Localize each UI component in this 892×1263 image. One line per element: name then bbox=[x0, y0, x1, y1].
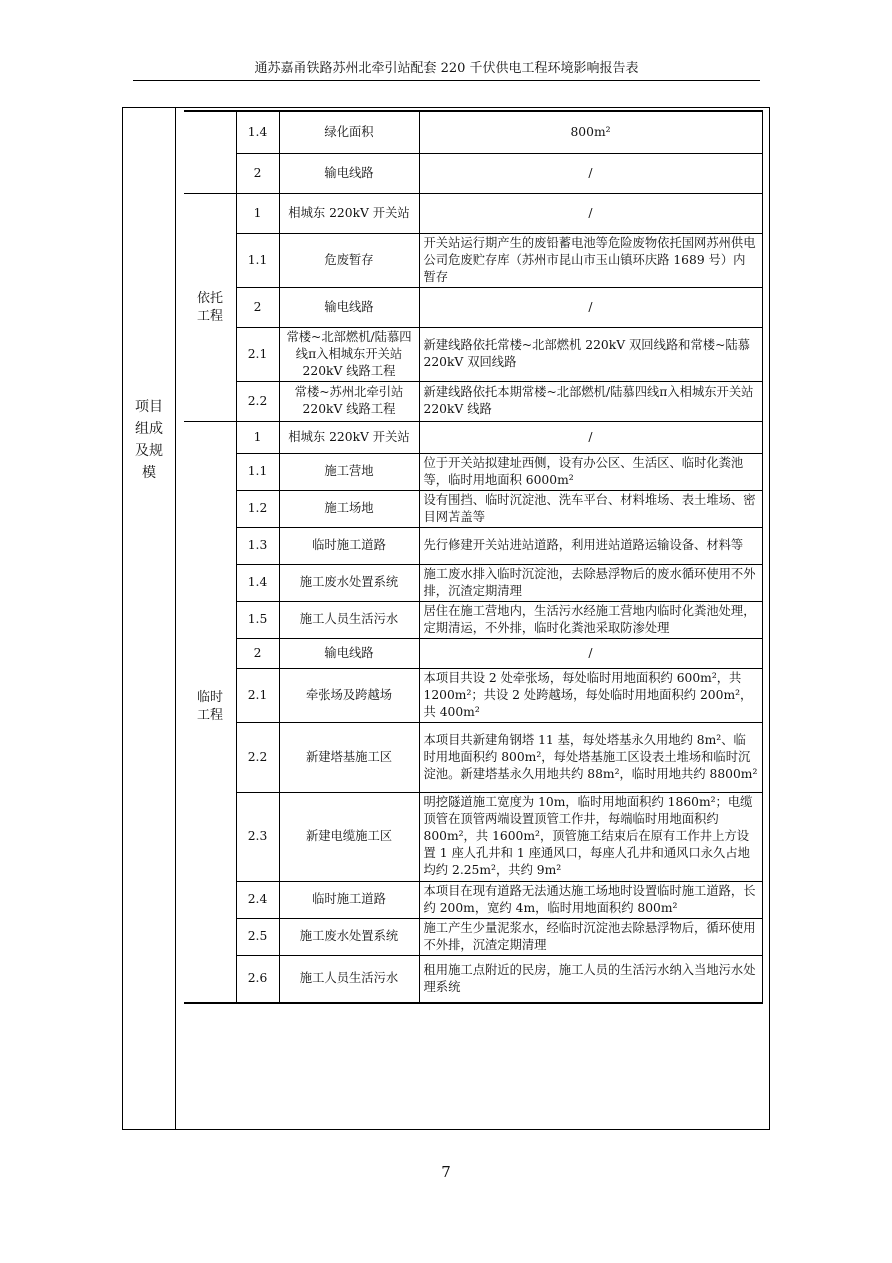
table-row bbox=[184, 601, 762, 638]
item-number: 1.5 bbox=[236, 601, 279, 638]
item-name: 新建塔基施工区 bbox=[279, 722, 419, 792]
item-number: 1.2 bbox=[236, 490, 279, 527]
group-cell bbox=[184, 490, 236, 527]
group-cell bbox=[184, 287, 236, 327]
item-name: 施工废水处置系统 bbox=[279, 564, 419, 601]
table-row bbox=[184, 668, 762, 722]
item-number: 2 bbox=[236, 153, 279, 193]
group-cell bbox=[184, 527, 236, 564]
item-name: 临时施工道路 bbox=[279, 881, 419, 918]
page-number: 7 bbox=[441, 1163, 451, 1181]
item-number: 1 bbox=[236, 193, 279, 233]
item-number: 1.4 bbox=[236, 564, 279, 601]
item-name: 相城东 220kV 开关站 bbox=[279, 193, 419, 233]
item-number: 1.1 bbox=[236, 233, 279, 287]
table-row bbox=[184, 287, 762, 327]
item-content: / bbox=[419, 153, 762, 193]
item-content: 租用施工点附近的民房，施工人员的生活污水纳入当地污水处理系统 bbox=[419, 955, 762, 1003]
item-content: 新建线路依托本期常楼~北部燃机/陆慕四线π入相城东开关站 220kV 线路 bbox=[419, 381, 762, 421]
item-content: 新建线路依托常楼~北部燃机 220kV 双回线路和常楼~陆慕 220kV 双回线路 bbox=[419, 327, 762, 381]
group-cell bbox=[184, 668, 236, 722]
table-row bbox=[184, 955, 762, 1003]
item-name: 施工人员生活污水 bbox=[279, 955, 419, 1003]
item-number: 2 bbox=[236, 638, 279, 668]
group-label-yituo: 依托工程 bbox=[196, 291, 223, 324]
item-number: 2.1 bbox=[236, 327, 279, 381]
group-cell bbox=[184, 193, 236, 233]
group-cell bbox=[184, 792, 236, 881]
section-label: 项目组成及规模 bbox=[135, 399, 163, 481]
group-cell bbox=[184, 638, 236, 668]
table-row bbox=[184, 193, 762, 233]
item-number: 2.3 bbox=[236, 792, 279, 881]
item-content: 本项目在现有道路无法通达施工场地时设置临时施工道路，长约 200m，宽约 4m，临时用地面积约 800m² bbox=[419, 881, 762, 918]
item-content: / bbox=[419, 287, 762, 327]
table-row bbox=[184, 233, 762, 287]
table-row bbox=[184, 453, 762, 490]
item-number: 2.2 bbox=[236, 722, 279, 792]
group-cell bbox=[184, 327, 236, 381]
item-number: 2.1 bbox=[236, 668, 279, 722]
item-name: 施工废水处置系统 bbox=[279, 918, 419, 955]
item-content: 施工产生少量泥浆水，经临时沉淀池去除悬浮物后，循环使用不外排，沉渣定期清理 bbox=[419, 918, 762, 955]
table-row bbox=[184, 792, 762, 881]
item-name: 输电线路 bbox=[279, 287, 419, 327]
item-name: 常楼~北部燃机/陆慕四线π入相城东开关站 220kV 线路工程 bbox=[279, 327, 419, 381]
item-content: 本项目共设 2 处牵张场，每处临时用地面积约 600m²，共 1200m²；共设 2 处跨越场，每处临时用地面积约 200m²，共 400m² bbox=[419, 668, 762, 722]
item-content: / bbox=[419, 193, 762, 233]
item-number: 2.6 bbox=[236, 955, 279, 1003]
group-cell bbox=[184, 421, 236, 453]
item-name: 输电线路 bbox=[279, 153, 419, 193]
item-name: 牵张场及跨越场 bbox=[279, 668, 419, 722]
item-content: 先行修建开关站进站道路，利用进站道路运输设备、材料等 bbox=[419, 527, 762, 564]
item-number: 1 bbox=[236, 421, 279, 453]
item-name: 相城东 220kV 开关站 bbox=[279, 421, 419, 453]
item-number: 1.3 bbox=[236, 527, 279, 564]
column-divider bbox=[175, 107, 176, 1130]
group-label-linshi: 临时工程 bbox=[196, 690, 223, 723]
table-row bbox=[184, 421, 762, 453]
item-number: 2.5 bbox=[236, 918, 279, 955]
group-cell bbox=[184, 111, 236, 153]
item-content: 开关站运行期产生的废铅蓄电池等危险废物依托国网苏州供电公司危废贮存库（苏州市昆山市玉山镇环庆路 1689 号）内暂存 bbox=[419, 233, 762, 287]
item-content: 位于开关站拟建址西侧，设有办公区、生活区、临时化粪池等，临时用地面积 6000m² bbox=[419, 453, 762, 490]
page-header: 通苏嘉甬铁路苏州北牵引站配套 220 千伏供电工程环境影响报告表 bbox=[133, 58, 760, 81]
item-number: 1.1 bbox=[236, 453, 279, 490]
item-name: 临时施工道路 bbox=[279, 527, 419, 564]
item-name: 危废暂存 bbox=[279, 233, 419, 287]
item-content: 施工废水排入临时沉淀池，去除悬浮物后的废水循环使用不外排，沉渣定期清理 bbox=[419, 564, 762, 601]
item-content: / bbox=[419, 421, 762, 453]
table-row bbox=[184, 638, 762, 668]
group-cell bbox=[184, 453, 236, 490]
item-name: 新建电缆施工区 bbox=[279, 792, 419, 881]
table-row bbox=[184, 381, 762, 421]
item-name: 施工营地 bbox=[279, 453, 419, 490]
item-name: 输电线路 bbox=[279, 638, 419, 668]
group-cell bbox=[184, 955, 236, 1003]
table-row bbox=[184, 881, 762, 918]
item-content: 居住在施工营地内，生活污水经施工营地内临时化粪池处理，定期清运，不外排，临时化粪池采取防渗处理 bbox=[419, 601, 762, 638]
group-cell bbox=[184, 722, 236, 792]
item-content: 本项目共新建角钢塔 11 基，每处塔基永久用地约 8m²、临时用地面积约 800m²，每处塔基施工区设表土堆场和临时沉淀池。新建塔基永久用地共约 88m²，临时用地共约 8800m² bbox=[419, 722, 762, 792]
table-row bbox=[184, 153, 762, 193]
group-cell bbox=[184, 381, 236, 421]
group-cell bbox=[184, 564, 236, 601]
item-number: 2.4 bbox=[236, 881, 279, 918]
item-content: 800m² bbox=[419, 111, 762, 153]
table-row bbox=[184, 111, 762, 153]
project-composition-table bbox=[184, 110, 763, 1004]
group-cell bbox=[184, 918, 236, 955]
table-row bbox=[184, 490, 762, 527]
table-row bbox=[184, 327, 762, 381]
table-row bbox=[184, 722, 762, 792]
group-cell bbox=[184, 233, 236, 287]
item-content: 明挖隧道施工宽度为 10m，临时用地面积约 1860m²；电缆顶管在顶管两端设置顶管工作井，每端临时用地面积约 800m²，共 1600m²，顶管施工结束后在原有工作井上方设置 1 座人孔井和 1 座通风口，每座人孔井和通风口永久占地均约 2.25m²，共约 9m² bbox=[419, 792, 762, 881]
table-row bbox=[184, 918, 762, 955]
item-name: 常楼~苏州北牵引站 220kV 线路工程 bbox=[279, 381, 419, 421]
table-row bbox=[184, 564, 762, 601]
item-name: 绿化面积 bbox=[279, 111, 419, 153]
item-number: 1.4 bbox=[236, 111, 279, 153]
item-content: / bbox=[419, 638, 762, 668]
item-content: 设有围挡、临时沉淀池、洗车平台、材料堆场、表土堆场、密目网苫盖等 bbox=[419, 490, 762, 527]
table-row bbox=[184, 527, 762, 564]
item-name: 施工场地 bbox=[279, 490, 419, 527]
item-number: 2.2 bbox=[236, 381, 279, 421]
item-number: 2 bbox=[236, 287, 279, 327]
group-cell bbox=[184, 153, 236, 193]
group-cell bbox=[184, 601, 236, 638]
item-name: 施工人员生活污水 bbox=[279, 601, 419, 638]
group-cell bbox=[184, 881, 236, 918]
